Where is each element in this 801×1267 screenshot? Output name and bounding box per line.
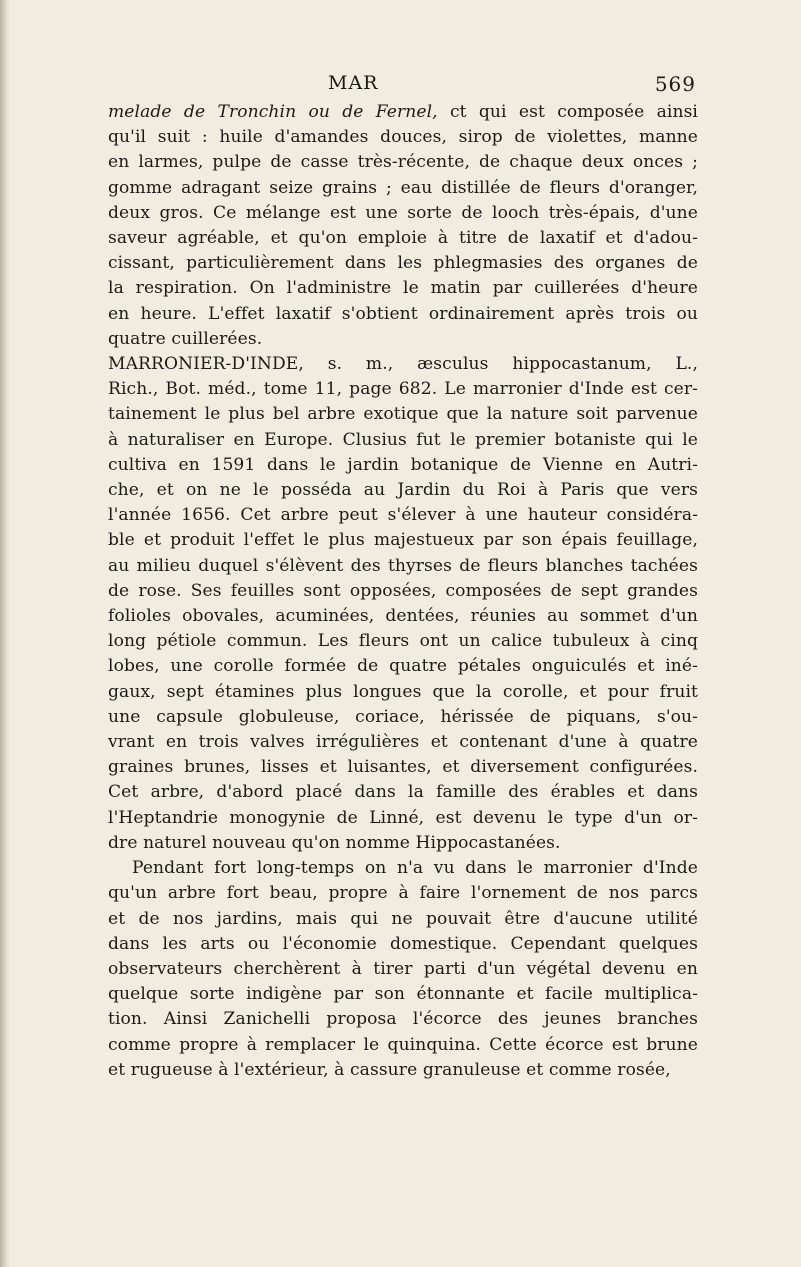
running-head-title: MAR [328,72,379,94]
text-line: et rugueuse à l'extérieur, à cassure granuleuse et comme rosée, [108,1059,671,1080]
text-line: observateurs cherchèrent à tirer parti d'un végétal devenu en [108,958,698,979]
text-line: une capsule globuleuse, coriace, hérissée de piquans, s'ou- [108,706,698,727]
text-line: cissant, particulièrement dans les phlegmasies des organes de [108,253,698,274]
page-number: 569 [654,72,696,96]
book-page [108,72,698,1083]
text-line: de rose. Ses feuilles sont opposées, composées de sept grandes [108,580,698,601]
text-line: Pendant fort long-temps on n'a vu dans le marronier d'Inde [132,858,698,879]
text-line: che, et on ne le posséda au Jardin du Roi à Paris que vers [108,480,698,501]
text-line: la respiration. On l'administre le matin par cuillerées d'heure [108,278,698,299]
text-line: l'année 1656. Cet arbre peut s'élever à une hauteur considéra- [108,505,698,526]
text-line: au milieu duquel s'élèvent des thyrses de fleurs blanches tachées [108,555,698,576]
text-line: melade de Tronchin ou de Fernel, ct qui est composée ainsi [108,102,699,122]
text-line: Rich., Bot. méd., tome 11, page 682. Le marronier d'Inde est cer- [108,379,698,400]
text-line: cultiva en 1591 dans le jardin botanique de Vienne en Autri- [108,454,698,475]
text-line: deux gros. Ce mélange est une sorte de looch très-épais, d'une [108,202,698,223]
text-line: vrant en trois valves irrégulières et contenant d'une à quatre [108,732,698,753]
text-line: à naturaliser en Europe. Clusius fut le premier botaniste qui le [108,429,698,450]
text-line: en heure. L'effet laxatif s'obtient ordinairement après trois ou [108,303,698,324]
text-line: quelque sorte indigène par son étonnante et facile multiplica- [108,984,698,1005]
text-line: tion. Ainsi Zanichelli proposa l'écorce des jeunes branches [108,1009,698,1030]
text-line: graines brunes, lisses et luisantes, et diversement configurées. [108,757,698,778]
text-line: saveur agréable, et qu'on emploie à titre de laxatif et d'adou- [108,228,698,249]
text-line: tainement le plus bel arbre exotique que la nature soit parvenue [108,404,698,425]
running-head [108,72,698,96]
text-line: qu'il suit : huile d'amandes douces, sirop de violettes, manne [108,127,698,148]
text-line: long pétiole commun. Les fleurs ont un calice tubuleux à cinq [108,631,698,652]
text-line: Cet arbre, d'abord placé dans la famille des érables et dans [108,782,698,803]
text-line: comme propre à remplacer le quinquina. Cette écorce est brune [108,1034,698,1055]
page-gutter-shadow [0,0,10,1267]
text-line: dans les arts ou l'économie domestique. Cependant quelques [108,933,698,954]
text-line: gaux, sept étamines plus longues que la corolle, et pour fruit [108,681,698,702]
text-line: ble et produit l'effet le plus majestueux par son épais feuillage, [108,530,698,551]
text-line: dre naturel nouveau qu'on nomme Hippocastanées. [108,832,561,853]
text-line: lobes, une corolle formée de quatre pétales onguiculés et iné- [108,656,698,677]
text-line: l'Heptandrie monogynie de Linné, est devenu le type d'un or- [108,807,698,828]
text-line: folioles obovales, acuminées, dentées, réunies au sommet d'un [108,606,698,627]
text-line: gomme adragant seize grains ; eau distillée de fleurs d'oranger, [108,177,698,198]
text-line: qu'un arbre fort beau, propre à faire l'ornement de nos parcs [108,883,698,904]
text-line: et de nos jardins, mais qui ne pouvait être d'aucune utilité [108,908,698,929]
text-line: en larmes, pulpe de casse très-récente, de chaque deux onces ; [108,152,698,173]
text-line: quatre cuillerées. [108,328,263,349]
body-text [108,100,698,1083]
text-line: MARRONIER-D'INDE, s. m., æsculus hippocastanum, L., [108,354,698,375]
